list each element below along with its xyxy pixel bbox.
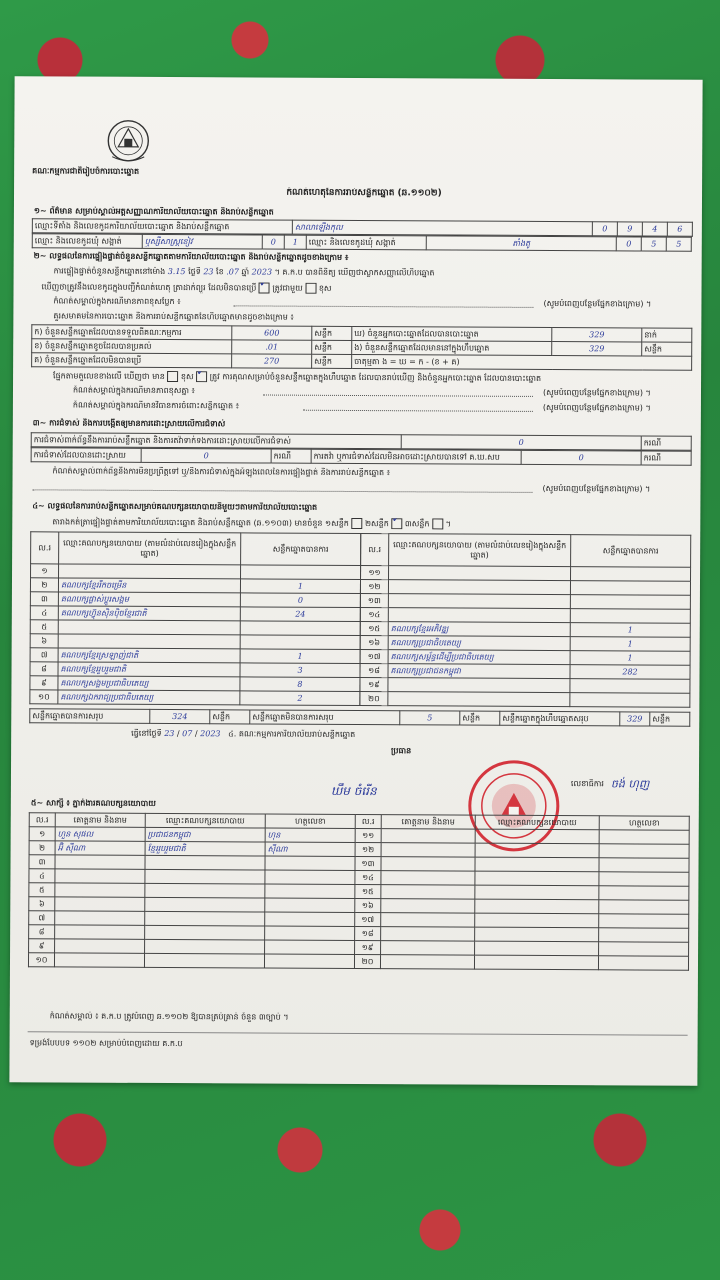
- col-party: ឈ្មោះគណបក្សនយោបាយ: [145, 813, 265, 828]
- row-number: ១៧: [355, 912, 381, 926]
- party-results-right: [359, 533, 691, 708]
- col-name: គោត្តនាម និងនាម: [55, 813, 145, 827]
- witness-signature: [265, 870, 355, 884]
- row-number: ៧: [30, 648, 58, 662]
- row-number: ១៨: [355, 926, 381, 940]
- unit-label: សន្លឹក: [312, 354, 352, 368]
- bullet-note-1: កំណត់សម្គាល់ក្នុងករណីមានភាពខុសគ្នា ៖: [72, 385, 196, 396]
- total-box-value: 329: [620, 712, 650, 726]
- witness-party: ខ្មែររួបរួមជាតិ: [145, 841, 265, 856]
- witness-signature: [599, 886, 689, 900]
- row-number: ១៩: [360, 678, 388, 692]
- party-row: [360, 692, 690, 708]
- code-digit: 5: [666, 237, 691, 251]
- party-votes: 0: [240, 593, 360, 608]
- unresolved-label: ការតវ៉ា ឬការជំទាស់ដែលមិនអាចដោះស្រាយបានទៅ គ.ឃ.សប: [311, 449, 521, 464]
- party-name: គណបក្សសម្ព័ន្ធដើម្បីប្រជាធិបតេយ្យ: [388, 650, 570, 665]
- row-number: ១: [29, 827, 55, 841]
- bullet1-hint: (សូមបំពេញបន្ថែមផ្នែកខាងក្រោម) ។: [542, 387, 651, 398]
- unused-ballots-label: គ) ចំនួនសន្លឹកឆ្នោតដែលមិនបានប្រើ: [32, 353, 232, 368]
- witness-party: [475, 885, 599, 900]
- org-name: គណៈកម្មការជាតិរៀបចំការបោះឆ្នោត: [32, 166, 140, 176]
- section3-note: កំណត់សម្គាល់ពាក់ព័ន្ធនឹងការមិនប្រព្រឹត្តទៅ ឬ/និងការជំទាស់ក្នុងអំឡុងពេលនៃការផ្ទៀងផ្ទាត់ និងការរាប់សន្លឹកឆ្នោត ៖: [52, 466, 391, 478]
- witness-signature: [265, 926, 355, 940]
- section4-title: ៤~ លទ្ធផលនៃការរាប់សន្លឹកឆ្នោតសម្រាប់គណបក្សនយោបាយនិមួយៗតាមការិយាល័យបោះឆ្នោត: [32, 501, 318, 512]
- witness-name: [381, 913, 475, 927]
- party-votes: [240, 635, 360, 650]
- correct-option-label: ត្រូវជាមួយ: [272, 283, 303, 293]
- witness-signature: [599, 914, 689, 928]
- made-year: 2023: [200, 729, 221, 739]
- witness-signature: [265, 940, 355, 954]
- election-form-paper: [9, 76, 702, 1086]
- col-name: គោត្តនាម និងនាម: [381, 815, 475, 829]
- row-number: ៣: [30, 592, 58, 606]
- witness-name: [381, 885, 475, 899]
- day-label: ថ្ងៃទី: [188, 267, 201, 277]
- code-digit: 9: [617, 222, 642, 236]
- bullet-note-2: កំណត់សម្គាល់ក្នុងករណីមានវិធានការចំពោះសន្លឹកឆ្នោត ៖: [72, 400, 240, 411]
- row-number: ៥: [29, 883, 55, 897]
- row-number: ១៤: [360, 608, 388, 622]
- party-votes: [241, 565, 361, 580]
- party-votes: [570, 595, 690, 610]
- unit-label: ករណី: [641, 436, 691, 450]
- witness-party: [474, 955, 598, 970]
- col-sign: ហត្ថលេខា: [599, 816, 689, 830]
- party-name: [388, 678, 570, 693]
- unit-label: ករណី: [271, 449, 311, 463]
- witness-signature: [599, 858, 689, 872]
- wrong-option-label: ខុស: [318, 283, 332, 293]
- commune-value: ឬស្សីសាស្រ្តខៀវ: [142, 234, 262, 249]
- location-label: ឈ្មោះទីតាំង និងលេខកូដការិយាល័យបោះឆ្នោត និងរាប់សន្លឹកឆ្នោត: [32, 219, 292, 234]
- row-number: ៨: [29, 925, 55, 939]
- total-valid-label: សន្លឹកឆ្នោតបានការសរុប: [30, 709, 150, 724]
- party-name: គណបក្សឯករាជ្យប្រជាធិបតេយ្យ: [58, 690, 240, 705]
- party-votes: 8: [240, 677, 360, 692]
- voters-label: ឃ) ចំនួនអ្នកបោះឆ្នោតដែលបានបោះឆ្នោត: [352, 326, 552, 341]
- party-votes: 1: [570, 651, 690, 666]
- box-ballots-label: ង) ចំនួនសន្លឹកឆ្នោតដែលមាននៅក្នុងហឹបឆ្នោត: [352, 340, 552, 355]
- party-votes: [570, 609, 690, 624]
- chair-label: ប្រធាន: [391, 746, 412, 756]
- received-ballots-value: 600: [232, 326, 312, 340]
- objections-label: ការជំទាស់ពាក់ព័ន្ធនឹងការរាប់សន្លឹកឆ្នោត និងការតវ៉ាទាក់ទងការដោះស្រាយលើការជំទាស់: [31, 433, 401, 449]
- two-sheets-checkbox[interactable]: [391, 518, 402, 529]
- party-votes: [570, 693, 690, 708]
- wrong-checkbox[interactable]: [305, 283, 316, 294]
- witness-signature: [599, 872, 689, 886]
- col-sign: ហត្ថលេខា: [265, 814, 355, 828]
- witness-party: [475, 927, 599, 942]
- seal-check-text: ឃើញថាត្រូវនឹងលេខកូដក្នុងបញ្ជីកំណត់ហេតុ ត្រាដាក់ព្យួរ ដែលមិនបានប្រើ: [41, 282, 257, 293]
- witness-name: [55, 869, 145, 883]
- unit-label: សន្លឹក: [460, 711, 500, 725]
- totals-table: [29, 708, 690, 726]
- received-ballots-label: ក) ចំនួនសន្លឹកឆ្នោតដែលបានទទួលពីគណៈកម្មការ: [32, 325, 232, 340]
- col-votes: សន្លឹកឆ្នោតបានការ: [241, 533, 361, 566]
- witness-party: [145, 911, 265, 926]
- col-no: ល.រ: [31, 532, 59, 564]
- col-party: ឈ្មោះគណបក្សនយោបាយ (តាមលំដាប់លេខរៀងក្នុងសន្លឹកឆ្នោត): [389, 534, 571, 567]
- unit-label: ករណី: [641, 451, 691, 465]
- match-checkbox[interactable]: [196, 371, 207, 382]
- section1-title: ១~ ព័ត៌មាន សម្រាប់ស្គាល់អត្តសញ្ញាណការិយាល័យបោះឆ្នោត និងរាប់សន្លឹកឆ្នោត: [33, 206, 274, 217]
- row-number: ១៥: [360, 622, 388, 636]
- witness-row: [28, 953, 688, 970]
- witness-signature: [264, 954, 354, 968]
- secretary-label: លេខាធិការ: [570, 779, 604, 789]
- bullet2-hint: (សូមបំពេញបន្ថែមផ្នែកខាងក្រោម) ។: [542, 402, 651, 413]
- party-votes: [240, 621, 360, 636]
- secretary-signature: ចង់ ហុញ: [610, 777, 650, 791]
- witness-signature: [599, 900, 689, 914]
- row-number: ១: [31, 564, 59, 578]
- party-name: [58, 634, 240, 649]
- footer-form-id: ទម្រង់បែបបទ ១១០២ សម្រាប់បំពេញដោយ គ.ក.ប: [29, 1038, 183, 1049]
- party-name: គណបក្សប្រជាធិបតេយ្យ: [388, 636, 570, 651]
- row-number: ៤: [29, 869, 55, 883]
- total-box-label: សន្លឹកឆ្នោតក្នុងហឹបឆ្នោតសរុប: [500, 711, 620, 726]
- made-on-line: ធ្វើនៅថ្ងៃទី 23 / 07 / 2023 ៤. គណៈកម្មការការិយាល័យរាប់សន្លឹកឆ្នោត: [131, 728, 356, 739]
- code-digit: 0: [262, 235, 284, 249]
- form-title: កំណត់ហេតុនៃការរាប់សន្លឹកឆ្នោត (ឆ.១១០២): [286, 187, 442, 199]
- witness-signature: [265, 912, 355, 926]
- row-number: ១៧: [360, 650, 388, 664]
- witness-party: [145, 939, 265, 954]
- check-text: ផ្នែកតាមតួលេខខាងលើ ឃើញថា មាន: [53, 371, 165, 381]
- col-party: ឈ្មោះគណបក្សនយោបាយ (តាមលំដាប់លេខរៀងក្នុងសន្លឹកឆ្នោត): [59, 532, 241, 565]
- section2-title: ២~ លទ្ធផលនៃការផ្ទៀងផ្ទាត់ចំនួនសន្លឹកឆ្នោតតាមការិយាល័យបោះឆ្នោត និងរាប់សន្លឹកឆ្នោតដូចខាងក្រោម ៖: [33, 251, 349, 262]
- party-votes: [571, 567, 691, 582]
- unit-label: សន្លឹក: [312, 340, 352, 354]
- party-name: គណបក្សផ្លាស់ប្តូរសង្គម: [58, 592, 240, 607]
- witness-name: [55, 925, 145, 939]
- party-name: [388, 608, 570, 623]
- made-month: 07: [182, 729, 193, 739]
- party-results-left: [29, 531, 361, 706]
- row-number: ១៥: [355, 884, 381, 898]
- witness-party: [475, 899, 599, 914]
- note-hint: (សូមបំពេញបន្ថែមផ្នែកខាងក្រោម) ។: [543, 298, 652, 309]
- witness-signature: [599, 928, 689, 942]
- district-label: ឈ្មោះ និងលេខកូដឃុំ សង្កាត់: [306, 235, 426, 250]
- col-party: ឈ្មោះគណបក្សនយោបាយ: [475, 815, 599, 830]
- witness-name: [381, 871, 475, 885]
- row-number: ២០: [360, 692, 388, 706]
- unit-label: សន្លឹក: [210, 710, 250, 724]
- col-no: ល.រ: [361, 534, 389, 566]
- witness-party: [475, 941, 599, 956]
- code-digit: 5: [641, 237, 666, 251]
- row-number: ៨: [30, 662, 58, 676]
- time-value: 3.15: [167, 267, 186, 277]
- ballot-count-table: [31, 324, 692, 370]
- witness-table: [28, 812, 690, 970]
- col-no: ល.រ: [355, 814, 381, 828]
- section3-hint: (សូមបំពេញបន្ថែមផ្នែកខាងក្រោម) ។: [542, 483, 651, 494]
- party-votes: 282: [570, 665, 690, 680]
- day-value: 23: [203, 267, 214, 277]
- code-digit: 0: [616, 237, 641, 251]
- witness-party: [145, 869, 265, 884]
- section5-title: ៥~ សាក្សី ៖ ភ្នាក់ងារគណបក្សនយោបាយ: [30, 798, 156, 808]
- box-ballots-value: 329: [552, 342, 642, 356]
- month-value: .07: [226, 267, 239, 277]
- unresolved-value: 0: [521, 450, 641, 465]
- witness-name: [54, 953, 144, 967]
- total-invalid-label: សន្លឹកឆ្នោតមិនបានការសរុប: [250, 710, 400, 725]
- row-number: ១៦: [360, 636, 388, 650]
- row-number: ២: [30, 578, 58, 592]
- unused-ballots-value: 270: [232, 354, 312, 368]
- match-label: ត្រូវ: [209, 372, 220, 382]
- correct-checkbox[interactable]: [259, 282, 270, 293]
- witness-party: [475, 843, 599, 858]
- party-votes: 24: [240, 607, 360, 622]
- two-sheets-label: ២សន្លឹក: [364, 519, 389, 529]
- witness-party: [475, 913, 599, 928]
- witness-name: [55, 897, 145, 911]
- row-number: ៦: [30, 634, 58, 648]
- unit-label: សន្លឹក: [650, 712, 690, 726]
- row-number: ១៣: [360, 594, 388, 608]
- year-value: 2023: [251, 267, 273, 277]
- row-number: ១៩: [355, 940, 381, 954]
- row-number: ៥: [30, 620, 58, 634]
- committee-label: ៤. គណៈកម្មការការិយាល័យរាប់សន្លឹកឆ្នោត: [228, 729, 356, 739]
- objections-value: 0: [401, 435, 641, 450]
- witness-name: [381, 843, 475, 857]
- row-number: ១៦: [355, 898, 381, 912]
- check-tail: ការគុណសម្រាប់ចំនួនសន្លឹកឆ្នោតក្នុងហឹបឆ្នោត ដែលបានរាប់ឃើញ និងចំនួនអ្នកបោះឆ្នោត ដែលបានបោះឆ្នោត: [222, 372, 542, 383]
- witness-party: ប្រជាជនកម្ពុជា: [145, 827, 265, 842]
- tally-intro: តារាងកត់ត្រាផ្ទៀងផ្ទាត់តាមការិយាល័យបោះឆ្នោត និងរាប់សន្លឹកឆ្នោត (ឆ.១១០៣) មានចំនួន ១សន្លឹក: [52, 517, 349, 528]
- party-votes: 3: [240, 663, 360, 678]
- tally-sheets-line: [52, 516, 692, 530]
- witness-name: ហួន សុផល: [55, 827, 145, 841]
- party-row: [30, 690, 360, 706]
- row-number: ២: [29, 841, 55, 855]
- formula-text: ចាតុម្មតា ង = ឃ = ក - (ខ + គ): [352, 354, 692, 370]
- code-digit: 0: [592, 222, 617, 236]
- party-name: [389, 566, 571, 581]
- witness-signature: [265, 884, 355, 898]
- consistency-check-line: [53, 370, 693, 384]
- spoiled-ballots-value: .01: [232, 340, 312, 354]
- row-number: ១៣: [355, 856, 381, 870]
- party-name: [58, 620, 240, 635]
- party-name: [388, 692, 570, 707]
- witness-name: [55, 911, 145, 925]
- unit-label: នាក់: [642, 328, 692, 342]
- witness-name: [55, 883, 145, 897]
- party-votes: [570, 581, 690, 596]
- witness-name: [380, 955, 474, 969]
- total-invalid-value: 5: [400, 711, 460, 725]
- party-name: គណបក្សខ្មែររីកចម្រើន: [58, 578, 240, 593]
- row-number: ៤: [30, 606, 58, 620]
- party-votes: 1: [240, 579, 360, 594]
- one-sheet-checkbox[interactable]: [351, 518, 362, 529]
- party-votes: 1: [240, 649, 360, 664]
- voters-value: 329: [552, 328, 642, 342]
- month-label: ខែ: [216, 267, 224, 277]
- party-name: [388, 594, 570, 609]
- intro-tail: ។ គ.ក.ប បានពិនិត្យ ឃើញថាស្លាកសញ្ញាលើហឹបឆ្នោត: [274, 267, 435, 278]
- unit-label: សន្លឹក: [312, 326, 352, 340]
- three-sheets-checkbox[interactable]: [432, 518, 443, 529]
- witness-party: [475, 871, 599, 886]
- resolved-label: ការជំទាស់ដែលបានដោះស្រាយ: [31, 448, 141, 463]
- party-votes: [570, 679, 690, 694]
- row-number: ១២: [360, 580, 388, 594]
- footer-divider: [28, 1031, 688, 1035]
- witness-signature: [598, 956, 688, 970]
- witness-party: [145, 897, 265, 912]
- total-valid-value: 324: [150, 709, 210, 723]
- mismatch-checkbox[interactable]: [167, 371, 178, 382]
- row-number: ៧: [29, 911, 55, 925]
- witness-name: [381, 899, 475, 913]
- row-number: ៦: [29, 897, 55, 911]
- witness-name: [55, 939, 145, 953]
- period: ។: [445, 519, 451, 529]
- district-value: តាំងតូ: [426, 236, 616, 251]
- row-number: ១០: [30, 690, 58, 704]
- discrepancy-note-label: កំណត់សម្គាល់ក្នុងករណីមានភាពខុសប្លែក ៖: [53, 296, 181, 307]
- witness-name: អ៊ិ ស៊ីណា: [55, 841, 145, 855]
- party-name: គណបក្សប្រជាជនកម្ពុជា: [388, 664, 570, 679]
- intro-text: ការផ្ទៀងផ្ទាត់ចំនួនសន្លឹកឆ្នោតនៅម៉ោង: [53, 266, 166, 276]
- row-number: ១០: [28, 953, 54, 967]
- row-number: ១១: [355, 828, 381, 842]
- spoiled-ballots-label: ខ) ចំនួនសន្លឹកឆ្នោតខូចដែលបានប្រគល់: [32, 339, 232, 354]
- witness-signature: [599, 942, 689, 956]
- party-name: [388, 580, 570, 595]
- code-digit: 4: [642, 222, 667, 236]
- resolved-value: 0: [141, 448, 271, 463]
- made-on-label: ធ្វើនៅថ្ងៃទី: [131, 728, 162, 738]
- witness-signature: [599, 830, 689, 844]
- party-votes: 1: [570, 623, 690, 638]
- commune-label: ឈ្មោះ និងលេខកូដឃុំ សង្កាត់: [32, 234, 142, 249]
- row-number: ១២: [355, 842, 381, 856]
- row-number: ៣: [29, 855, 55, 869]
- three-sheets-label: ៣សន្លឹក: [404, 519, 430, 529]
- row-number: ៩: [29, 939, 55, 953]
- count-intro: គួរសមាគមនៃការបោះឆ្នោត និងការរាប់សន្លឹកឆ្នោតនៃហឹបឆ្នោតមានដូចខាងក្រោម ៖: [53, 311, 294, 322]
- nec-emblem-logo: [104, 119, 152, 165]
- witness-signature: [265, 856, 355, 870]
- party-name: គណបក្សហ៊្វុនស៊ិនប៉ិចខ្មែរជាតិ: [58, 606, 240, 621]
- section3-title: ៣~ ការជំទាស់ និងការបង្កើតឲ្យមានការដោះស្រាយលើការជំទាស់: [32, 418, 226, 429]
- code-digit: 1: [284, 235, 306, 249]
- row-number: ១៤: [355, 870, 381, 884]
- mismatch-label: ខុស: [180, 372, 194, 382]
- witness-party: [144, 953, 264, 968]
- location-value: សាលាឡើងកុល: [292, 220, 592, 236]
- witness-party: [145, 855, 265, 870]
- party-name: [59, 564, 241, 579]
- col-votes: សន្លឹកឆ្នោតបានការ: [571, 535, 691, 568]
- witness-signature: [265, 898, 355, 912]
- verification-time-line: [54, 266, 694, 279]
- witness-party: [475, 829, 599, 844]
- row-number: ២០: [354, 954, 380, 968]
- witness-name: [381, 857, 475, 871]
- witness-signature: [599, 844, 689, 858]
- footer-note: កំណត់សម្គាល់ ៖ គ.ក.ប ត្រូវបំពេញ ឆ.១១០២ ឱ្យបានគ្រប់គ្រាន់ ចំនួន ៣ច្បាប់ ។: [49, 1011, 289, 1022]
- section3-dotted-line: [32, 489, 532, 493]
- row-number: ៩: [30, 676, 58, 690]
- party-name: គណបក្សខ្មែរស្រឡាញ់ជាតិ: [58, 648, 240, 663]
- witness-name: [55, 855, 145, 869]
- witness-party: [145, 883, 265, 898]
- witness-party: [145, 925, 265, 940]
- party-votes: 1: [570, 637, 690, 652]
- commune-table: [32, 233, 692, 251]
- resolved-table: [31, 447, 692, 465]
- witness-party: [475, 857, 599, 872]
- witness-signature: ហុន: [265, 828, 355, 842]
- col-no: ល.រ: [29, 813, 55, 827]
- party-votes: 2: [240, 691, 360, 706]
- party-name: គណបក្សខ្មែររួបរួមជាតិ: [58, 662, 240, 677]
- unit-label: សន្លឹក: [642, 342, 692, 356]
- row-number: ១៨: [360, 664, 388, 678]
- party-name: គណបក្សខ្មែរអភិវឌ្ឍ: [388, 622, 570, 637]
- year-label: ឆ្នាំ: [241, 267, 250, 277]
- witness-name: [381, 829, 475, 843]
- chair-signature: ឃឹម ចំរើន: [330, 783, 377, 799]
- code-digit: 6: [667, 222, 692, 236]
- seal-check-line: [42, 281, 692, 295]
- party-name: គណបក្សសង្គមប្រជាធិបតេយ្យ: [58, 676, 240, 691]
- witness-name: [381, 941, 475, 955]
- witness-signature: ស៊ីណា: [265, 842, 355, 856]
- witness-name: [381, 927, 475, 941]
- row-number: ១១: [361, 566, 389, 580]
- made-day: 23: [164, 728, 175, 739]
